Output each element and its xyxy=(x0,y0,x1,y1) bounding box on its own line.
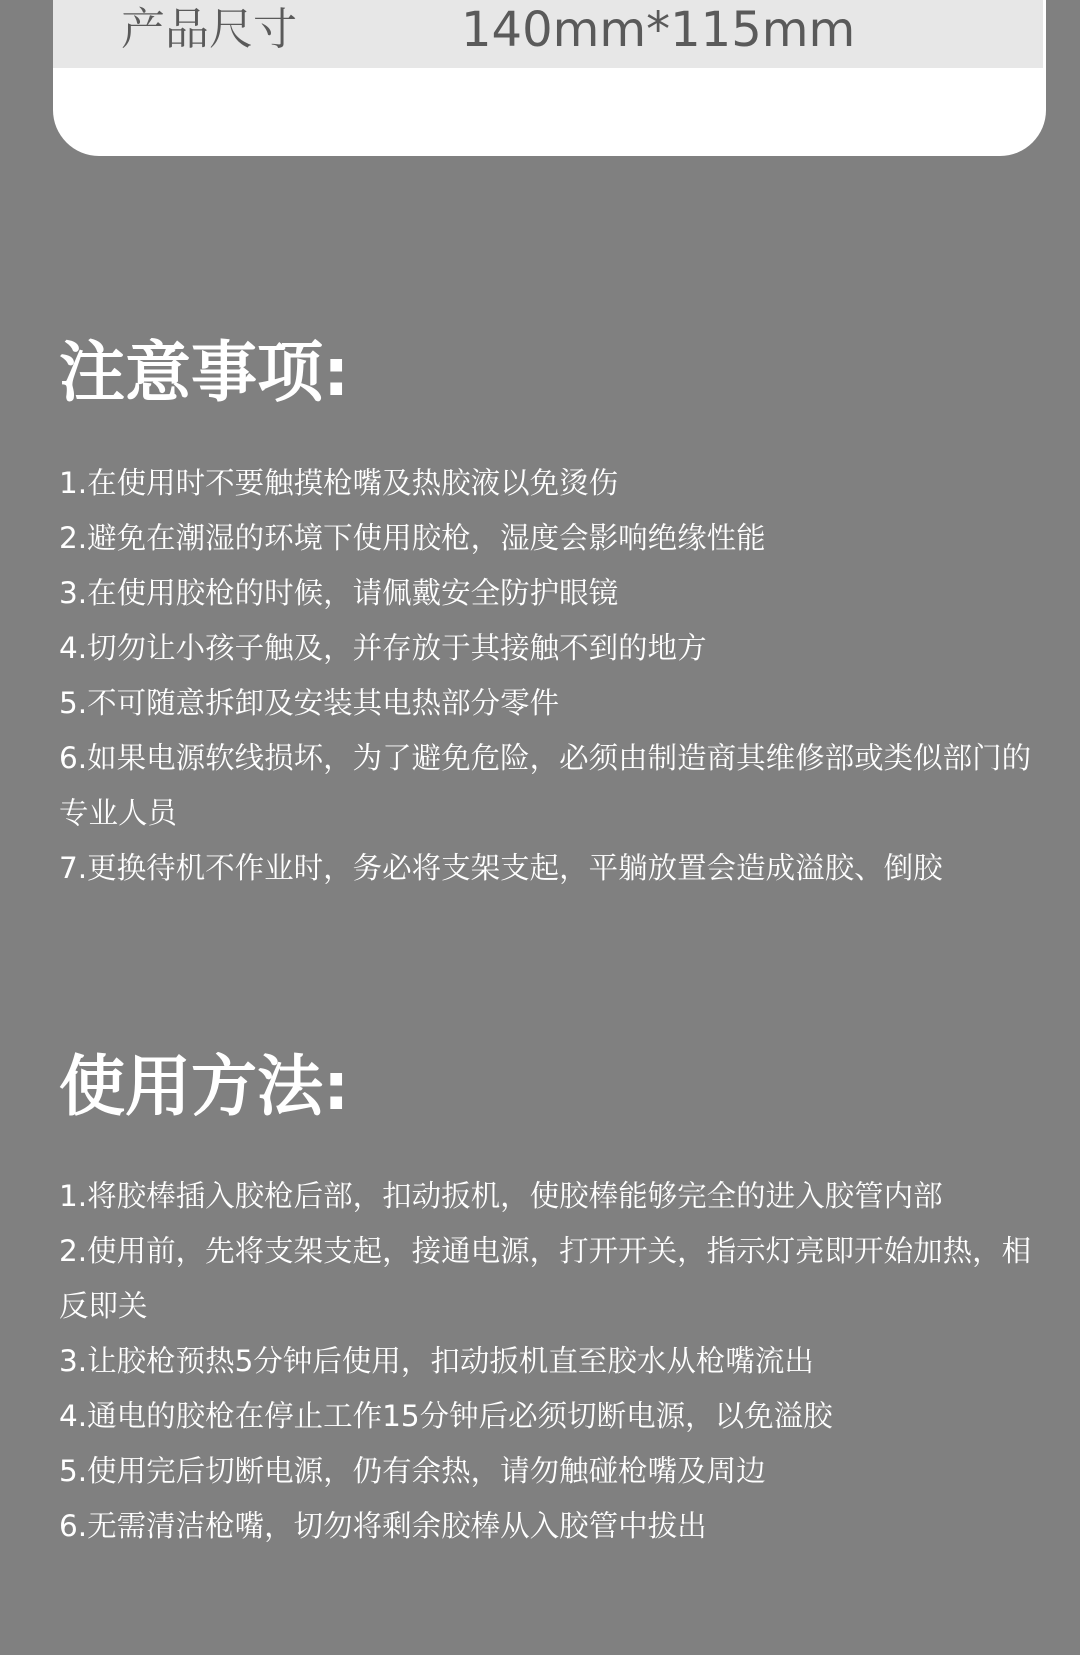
notice-item: 1.在使用时不要触摸枪嘴及热胶液以免烫伤 xyxy=(59,466,619,500)
usage-item: 1.将胶棒插入胶枪后部，扣动扳机，使胶棒能够完全的进入胶管内部 xyxy=(59,1179,943,1213)
usage-title: 使用方法: xyxy=(59,1048,350,1125)
usage-list xyxy=(59,1169,1039,1554)
spec-row-size xyxy=(53,0,1043,68)
notice-item: 5.不可随意拆卸及安装其电热部分零件 xyxy=(59,686,560,720)
usage-item: 5.使用完后切断电源，仍有余热，请勿触碰枪嘴及周边 xyxy=(59,1454,766,1488)
usage-item: 2.使用前，先将支架支起，接通电源，打开开关，指示灯亮即开始加热，相反即关 xyxy=(59,1234,1032,1323)
spec-card xyxy=(53,0,1046,156)
notice-list xyxy=(59,456,1039,896)
notice-item: 7.更换待机不作业时，务必将支架支起，平躺放置会造成溢胶、倒胶 xyxy=(59,851,943,885)
usage-item: 6.无需清洁枪嘴，切勿将剩余胶棒从入胶管中拔出 xyxy=(59,1509,707,1543)
spec-value: 140mm*115mm xyxy=(461,2,856,58)
notice-item: 4.切勿让小孩子触及，并存放于其接触不到的地方 xyxy=(59,631,707,665)
notice-item: 2.避免在潮湿的环境下使用胶枪，湿度会影响绝缘性能 xyxy=(59,521,766,555)
notice-item: 6.如果电源软线损坏，为了避免危险，必须由制造商其维修部或类似部门的专业人员 xyxy=(59,741,1032,830)
usage-item: 3.让胶枪预热5分钟后使用，扣动扳机直至胶水从枪嘴流出 xyxy=(59,1344,814,1378)
usage-item: 4.通电的胶枪在停止工作15分钟后必须切断电源，以免溢胶 xyxy=(59,1399,833,1433)
notice-item: 3.在使用胶枪的时候，请佩戴安全防护眼镜 xyxy=(59,576,619,610)
notice-title: 注意事项: xyxy=(59,334,350,411)
spec-label: 产品尺寸 xyxy=(121,4,297,55)
